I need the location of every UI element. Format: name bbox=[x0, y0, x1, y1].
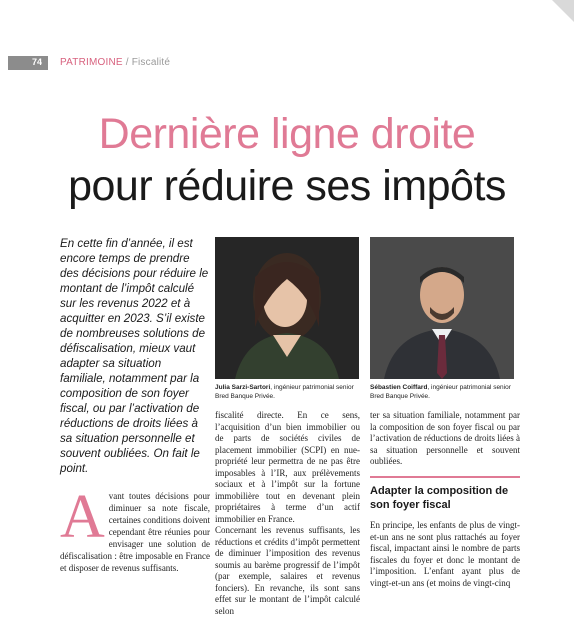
portrait-photo-sebastien bbox=[370, 237, 514, 379]
caption-sebastien-role: , ingénieur patrimonial senior Bred Banque Privée. bbox=[370, 384, 511, 400]
article-column-3-top bbox=[370, 410, 520, 468]
article-start-text: vant toutes décisions pour diminuer sa note fiscale, certaines conditions doivent cependant être réunies pour envisager une solution de défiscalisation : être imposable en France et disposer de revenus suffisants. bbox=[60, 491, 210, 573]
section-label bbox=[60, 57, 170, 68]
article-column-2 bbox=[215, 410, 360, 617]
intro-text: En cette fin d’année, il est encore temps de prendre des décisions pour réduire le montant de l’impôt calculé sur les revenus 2022 et à acquitter en 2023. S’il existe de nombreuses solutions de défiscalisation, mieux vaut adapter sa situation familiale, notamment par la composition de son foyer fiscal, ou par l’activation de réductions de droits liées à sa situation personnelle et souvent oubliées. On fait le point. bbox=[60, 237, 209, 475]
page-corner-fold bbox=[552, 0, 574, 22]
intro-paragraph bbox=[60, 236, 210, 476]
headline-line-2: pour réduire ses impôts bbox=[68, 162, 506, 210]
subsection-name: Fiscalité bbox=[131, 57, 171, 68]
article-column-3-bottom bbox=[370, 520, 520, 589]
caption-sebastien-name: Sébastien Coiffard bbox=[370, 384, 428, 391]
caption-julia bbox=[215, 384, 359, 401]
subheading: Adapter la composition de son foyer fiscal bbox=[370, 485, 509, 511]
drop-cap: A bbox=[60, 483, 105, 551]
column-2-paragraph-1: fiscalité directe. En ce sens, l’acquisition d’un bien immobilier ou de parts de sociétés civiles de placement immobilier (SCPI) en nue-propriété leur permettra de ne pas être imposables à l’IR, aux prélèvements sociaux et à l’impôt sur la fortune immobilière tout en devenant plein propriétaires à terme d’un actif immobilier en France. bbox=[215, 410, 360, 524]
portrait-photo-julia bbox=[215, 237, 359, 379]
page-number-bar bbox=[8, 56, 48, 70]
column-2-paragraph-2: Concernant les revenus suffisants, les réductions et crédits d’impôt permettent de diminuer l’imposition des revenus soumis au barème progressif de l’impôt (par exemple, salaires et revenus fonciers). En revanche, ils sont sans effet sur le montant de l’impôt calculé selon bbox=[215, 525, 360, 616]
portrait-woman-image bbox=[215, 237, 359, 379]
article-start bbox=[60, 483, 210, 574]
section-name: PATRIMOINE bbox=[60, 57, 123, 68]
caption-sebastien bbox=[370, 384, 514, 401]
column-3-paragraph-2: En principe, les enfants de plus de vingt-et-un ans ne sont plus rattachés au foyer fiscal, impactant ainsi le nombre de parts fiscales du foyer et donc le montant de l’imposition. L’enfant ayant plus de vingt-et-un ans (et moins de vingt-cinq bbox=[370, 520, 520, 588]
subheading-rule bbox=[370, 476, 520, 478]
section-separator: / bbox=[122, 57, 132, 68]
caption-julia-role: , ingénieur patrimonial senior Bred Banque Privée. bbox=[215, 384, 354, 400]
caption-julia-name: Julia Sarzi-Sartori bbox=[215, 384, 271, 391]
page-number: 74 bbox=[31, 57, 42, 67]
column-3-paragraph-1: ter sa situation familiale, notamment par la composition de son foyer fiscal ou par l’activation de réductions de droits liées à sa situation personnelle et souvent oubliées. bbox=[370, 410, 520, 466]
page-header bbox=[0, 56, 574, 72]
headline-line-1: Dernière ligne droite bbox=[98, 110, 476, 158]
portrait-man-image bbox=[370, 237, 514, 379]
